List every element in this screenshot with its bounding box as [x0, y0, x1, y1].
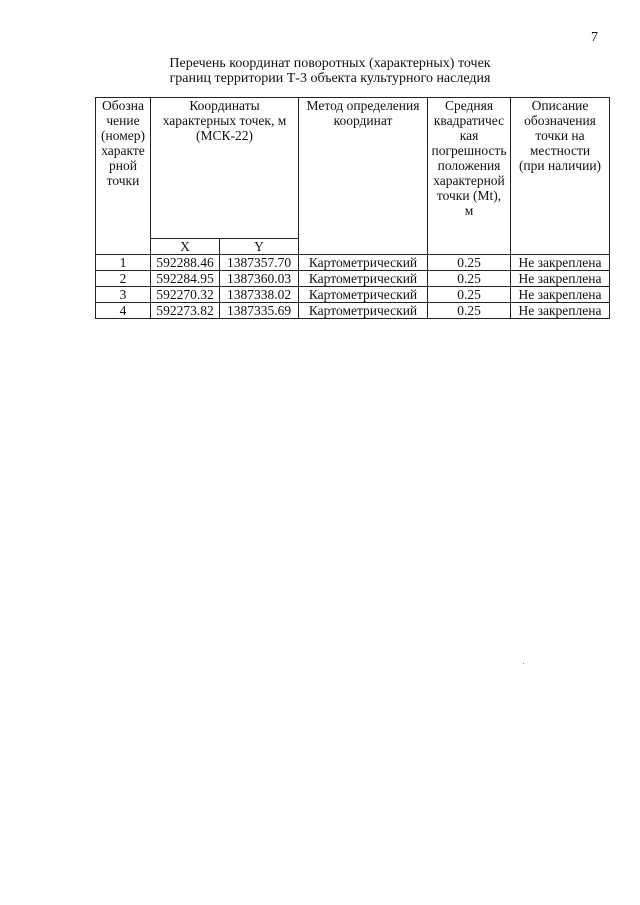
cell-mt: 0.25 [428, 255, 511, 271]
cell-method: Картометрический [299, 287, 428, 303]
title-line-2: границ территории Т-3 объекта культурного наследия [169, 71, 491, 86]
cell-method: Картометрический [299, 271, 428, 287]
cell-method: Картометрический [299, 255, 428, 271]
cell-x: 592284.95 [151, 271, 220, 287]
cell-number: 4 [96, 303, 151, 319]
coordinates-table [95, 97, 610, 319]
cell-y: 1387338.02 [220, 287, 299, 303]
cell-number: 2 [96, 271, 151, 287]
cell-number: 3 [96, 287, 151, 303]
header-y: Y [220, 239, 299, 255]
title-line-1: Перечень координат поворотных (характерных) точек [169, 56, 491, 71]
cell-number: 1 [96, 255, 151, 271]
header-error: Средняя квадратичес кая погрешность положения характерной точки (Mt), м [428, 98, 511, 255]
header-designation: Обозна чение (номер) характе рной точки [96, 98, 151, 255]
cell-description: Не закреплена [511, 303, 610, 319]
cell-mt: 0.25 [428, 271, 511, 287]
scan-speck [523, 663, 524, 664]
cell-description: Не закреплена [511, 271, 610, 287]
cell-y: 1387360.03 [220, 271, 299, 287]
cell-method: Картометрический [299, 303, 428, 319]
cell-x: 592288.46 [151, 255, 220, 271]
cell-y: 1387357.70 [220, 255, 299, 271]
cell-mt: 0.25 [428, 287, 511, 303]
cell-description: Не закреплена [511, 255, 610, 271]
header-coordinates: Координаты характерных точек, м (МСК-22) [151, 98, 299, 239]
cell-description: Не закреплена [511, 287, 610, 303]
table-row [96, 303, 610, 319]
table-row [96, 255, 610, 271]
document-title [120, 56, 540, 86]
cell-x: 592270.32 [151, 287, 220, 303]
cell-y: 1387335.69 [220, 303, 299, 319]
cell-mt: 0.25 [428, 303, 511, 319]
header-method: Метод определения координат [299, 98, 428, 255]
header-x: X [151, 239, 220, 255]
page-number: 7 [591, 30, 598, 45]
header-description: Описание обозначения точки на местности (при наличии) [511, 98, 610, 255]
table-row [96, 271, 610, 287]
cell-x: 592273.82 [151, 303, 220, 319]
table-row [96, 287, 610, 303]
